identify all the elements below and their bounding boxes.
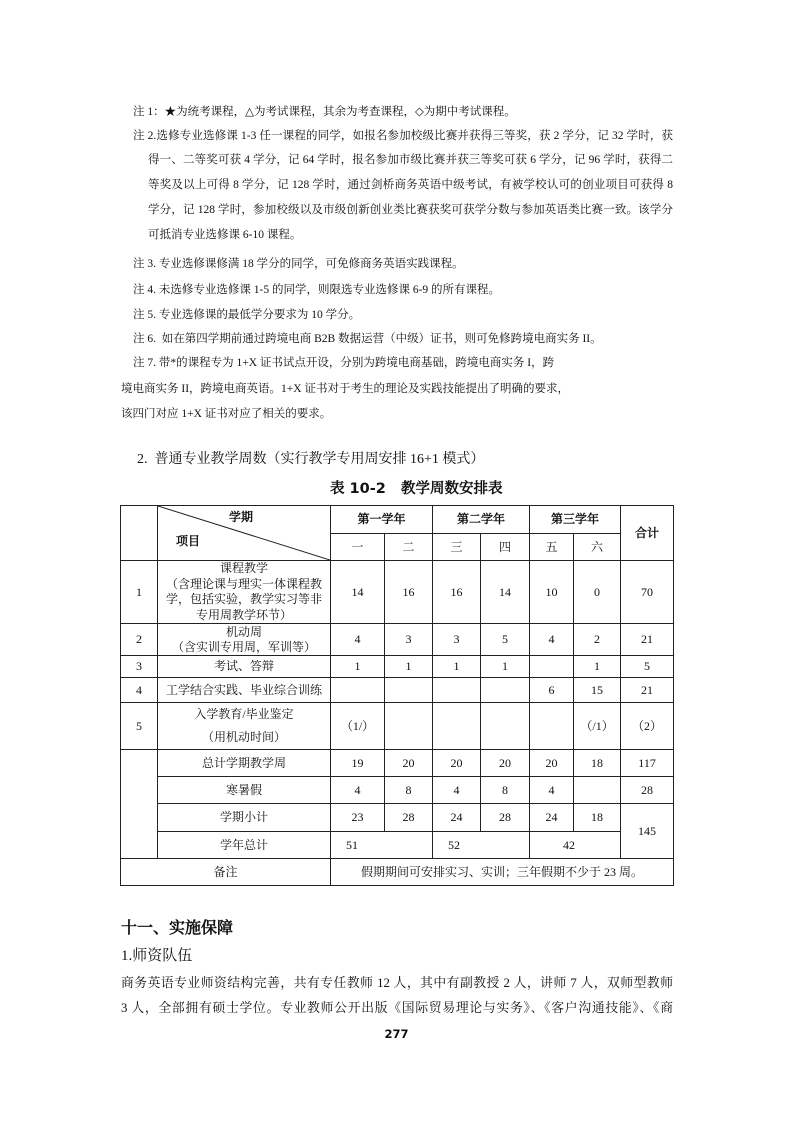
header-term-6: 六 [574, 534, 621, 561]
row-value: （/1） [574, 703, 621, 750]
row-value [574, 777, 621, 804]
row-value: 18 [574, 750, 621, 777]
year-total-3: 42 [530, 832, 621, 859]
row-value: 28 [385, 804, 433, 832]
paragraph-line-1: 商务英语专业师资结构完善，共有专任教师 12 人，其中有副教授 2 人，讲师 7 人，双师型教师 [121, 976, 673, 990]
row-value: 20 [481, 750, 530, 777]
header-item-label: 项目 [176, 534, 201, 548]
row-number: 2 [121, 624, 158, 656]
header-year-3: 第三学年 [530, 506, 621, 534]
row-value: （1/） [331, 703, 385, 750]
remark-text: 假期期间可安排实习、实训；三年假期不少于 23 周。 [331, 859, 674, 886]
year-total-1: 51 [331, 832, 433, 859]
row-item-line: 学，包括实验，教学实习等非 [165, 592, 322, 606]
row-value: 20 [433, 750, 481, 777]
row-total: 21 [621, 678, 674, 703]
row-value [385, 678, 433, 703]
row-number: 5 [121, 703, 158, 750]
note-2-line-4: 学分，记 128 学时，参加校级以及市级创新创业类比赛获奖可获学分数与参加英语类比赛一致。该学分 [148, 204, 673, 216]
row-item [158, 624, 331, 656]
row-value: 4 [331, 777, 385, 804]
header-diagonal-cell [158, 506, 331, 561]
row-value: 14 [481, 561, 530, 624]
row-number: 4 [121, 678, 158, 703]
row-value: 10 [530, 561, 574, 624]
note-1: 注 1：★为统考课程，△为考试课程，其余为考查课程，◇为期中考试课程。 [133, 106, 516, 118]
header-year-2: 第二学年 [433, 506, 530, 534]
section-title: 2. 普通专业教学周数（实行教学专用周安排 16+1 模式） [137, 452, 485, 467]
teaching-weeks-table [120, 505, 674, 886]
row-value: 16 [433, 561, 481, 624]
row-item-line: （含实训专用周，军训等） [171, 639, 316, 654]
row-value: 4 [433, 777, 481, 804]
row-value: 20 [530, 750, 574, 777]
table-caption: 表 10-2 教学周数安排表 [330, 481, 503, 497]
row-number: 1 [121, 561, 158, 624]
row-value: 20 [385, 750, 433, 777]
header-term-4: 四 [481, 534, 530, 561]
row-value: 24 [433, 804, 481, 832]
row-value: 4 [331, 624, 385, 656]
row-value: 5 [481, 624, 530, 656]
row-value: 19 [331, 750, 385, 777]
row-item: 总计学期教学周 [158, 750, 331, 777]
row-item-line: （用机动时间） [201, 730, 286, 744]
row-value: 4 [530, 624, 574, 656]
row-value [433, 703, 481, 750]
header-term-1: 一 [331, 534, 385, 561]
header-term-5: 五 [530, 534, 574, 561]
row-total: 117 [621, 750, 674, 777]
row-value: 24 [530, 804, 574, 832]
note-4: 注 4. 未选修专业选修课 1-5 的同学，则限选专业选修课 6-9 的所有课程。 [133, 284, 501, 296]
row-item: 考试、答辩 [158, 656, 331, 678]
row-value: 1 [385, 656, 433, 678]
row-value: 8 [385, 777, 433, 804]
row-value [433, 678, 481, 703]
row-value: 3 [433, 624, 481, 656]
row-value: 2 [574, 624, 621, 656]
row-item-line: 课程教学 [219, 561, 268, 575]
row-value [481, 703, 530, 750]
row-value: 1 [433, 656, 481, 678]
note-7-line-1: 注 7. 带*的课程专为 1+X 证书试点开设，分别为跨境电商基础，跨境电商实务 I，跨 [133, 357, 555, 369]
header-term-label: 学期 [229, 510, 254, 524]
row-value: 8 [481, 777, 530, 804]
row-value [331, 678, 385, 703]
note-2-line-1: 注 2.选修专业选修课 1-3 任一课程的同学，如报名参加校级比赛并获得三等奖，获 2 学分，记 32 学时，获 [133, 130, 673, 142]
row-value: 14 [331, 561, 385, 624]
row-total: 70 [621, 561, 674, 624]
note-7-line-2: 境电商实务 II，跨境电商英语。1+X 证书对于考生的理论及实践技能提出了明确的要求， [121, 383, 569, 395]
row-item-line: （含理论课与理实一体课程教 [165, 576, 322, 591]
row-value [530, 703, 574, 750]
note-6: 注 6. 如在第四学期前通过跨境电商 B2B 数据运营（中级）证书，则可免修跨境电商实务 II。 [133, 333, 602, 345]
row-value: 1 [331, 656, 385, 678]
paragraph-line-2: 3 人，全部拥有硕士学位。专业教师公开出版《国际贸易理论与实务》、《客户沟通技能》、《商 [121, 1001, 673, 1015]
header-term-3: 三 [433, 534, 481, 561]
row-total: 21 [621, 624, 674, 656]
header-year-1: 第一学年 [331, 506, 433, 534]
row-total: 28 [621, 777, 674, 804]
header-term-2: 二 [385, 534, 433, 561]
row-value: 18 [574, 804, 621, 832]
year-total-2: 52 [433, 832, 530, 859]
year-total-label: 学年总计 [158, 832, 331, 859]
header-total: 合计 [621, 506, 674, 561]
grand-total: 145 [621, 804, 674, 859]
row-value: 4 [530, 777, 574, 804]
row-item-line: 入学教育/毕业鉴定 [194, 707, 294, 721]
row-value [530, 656, 574, 678]
page-number: 277 [384, 1027, 409, 1041]
row-total: （2） [621, 703, 674, 750]
row-value: 15 [574, 678, 621, 703]
row-item: 寒暑假 [158, 777, 331, 804]
summary-number-cell [121, 750, 158, 859]
chapter-title: 十一、实施保障 [121, 918, 234, 937]
header-number-cell [121, 506, 158, 561]
row-value: 23 [331, 804, 385, 832]
row-value: 0 [574, 561, 621, 624]
remark-label: 备注 [121, 859, 331, 886]
row-value [481, 678, 530, 703]
row-total: 5 [621, 656, 674, 678]
row-item: 工学结合实践、毕业综合训练 [158, 678, 331, 703]
row-value: 1 [481, 656, 530, 678]
row-item-line: 专用周教学环节） [195, 607, 292, 622]
note-7-line-3: 该四门对应 1+X 证书对应了相关的要求。 [121, 408, 332, 420]
row-value: 3 [385, 624, 433, 656]
row-item-line: 机动周 [225, 624, 262, 639]
row-value [385, 703, 433, 750]
row-value: 1 [574, 656, 621, 678]
row-number: 3 [121, 656, 158, 678]
row-value: 16 [385, 561, 433, 624]
note-2-line-3: 等奖及以上可得 8 学分，记 128 学时，通过剑桥商务英语中级考试，有被学校认可的创业项目可获得 8 [148, 179, 673, 191]
row-item [158, 703, 331, 750]
note-5: 注 5. 专业选修课的最低学分要求为 10 学分。 [133, 309, 361, 321]
row-value: 28 [481, 804, 530, 832]
row-item [158, 561, 331, 624]
note-3: 注 3. 专业选修课修满 18 学分的同学，可免修商务英语实践课程。 [133, 258, 464, 270]
row-item: 学期小计 [158, 804, 331, 832]
subsection-title: 1.师资队伍 [121, 948, 193, 964]
note-2-line-2: 得一、二等奖可获 4 学分，记 64 学时，报名参加市级比赛并获三等奖可获 6 学分，记 96 学时，获得二 [148, 154, 673, 166]
note-2-line-5: 可抵消专业选修课 6-10 课程。 [148, 229, 302, 241]
row-value: 6 [530, 678, 574, 703]
